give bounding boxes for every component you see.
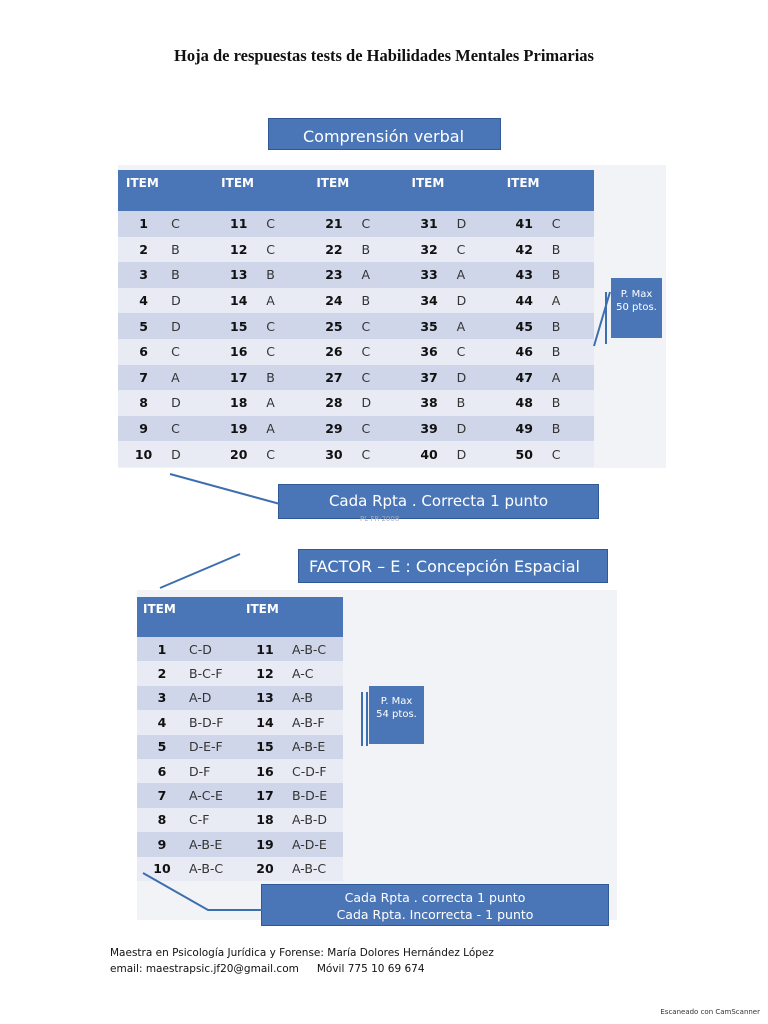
spatial-item-number: 6 [137,759,187,783]
verbal-item-answer: C [359,416,403,442]
spatial-item-answer: A-B-E [290,735,343,759]
spatial-item-number: 11 [240,637,290,661]
verbal-item-number: 1 [118,211,169,237]
spatial-max-score-callout [369,686,424,744]
verbal-item-number: 37 [404,365,455,391]
verbal-item-answer: C [359,211,403,237]
spatial-table-row [137,832,343,856]
spatial-header-item-1: ITEM [137,597,240,637]
verbal-max-score-callout [611,278,662,338]
verbal-item-answer: B [359,237,403,263]
spatial-table-row [137,686,343,710]
verbal-item-number: 44 [499,288,550,314]
verbal-item-number: 18 [213,390,264,416]
verbal-table-row [118,237,594,263]
verbal-item-answer: C [264,237,308,263]
verbal-item-number: 22 [308,237,359,263]
spatial-table-row [137,808,343,832]
scanner-watermark: Escaneado con CamScanner [660,1008,760,1016]
spatial-item-number: 9 [137,832,187,856]
verbal-item-answer: D [169,313,213,339]
verbal-item-number: 42 [499,237,550,263]
verbal-item-answer: C [359,441,403,467]
verbal-header-item-5: ITEM [499,170,594,211]
verbal-item-answer: C [169,339,213,365]
verbal-item-answer: C [169,416,213,442]
spatial-item-answer: B-D-F [187,710,240,734]
verbal-answer-table [118,170,594,467]
footer-contact [110,963,425,975]
spatial-item-answer: A-C-E [187,783,240,807]
spatial-table-row [137,637,343,661]
verbal-item-answer: B [550,237,594,263]
verbal-item-answer: C [359,313,403,339]
spatial-item-answer: A-B [290,686,343,710]
verbal-item-answer: A [264,390,308,416]
verbal-item-number: 9 [118,416,169,442]
verbal-item-answer: B [264,365,308,391]
verbal-item-number: 30 [308,441,359,467]
verbal-item-number: 4 [118,288,169,314]
verbal-item-answer: C [550,441,594,467]
verbal-item-answer: B [169,262,213,288]
spatial-table-row [137,759,343,783]
verbal-item-answer: C [264,211,308,237]
verbal-item-number: 33 [404,262,455,288]
verbal-item-number: 38 [404,390,455,416]
spatial-answer-table [137,597,343,881]
verbal-item-number: 36 [404,339,455,365]
verbal-item-answer: C [264,441,308,467]
verbal-item-number: 41 [499,211,550,237]
spatial-item-number: 15 [240,735,290,759]
verbal-header-row [118,170,594,211]
verbal-item-number: 17 [213,365,264,391]
verbal-item-number: 19 [213,416,264,442]
spatial-item-number: 10 [137,857,187,881]
spatial-item-number: 8 [137,808,187,832]
verbal-table-row [118,262,594,288]
spatial-item-answer: A-B-D [290,808,343,832]
verbal-item-answer: C [359,365,403,391]
verbal-item-answer: A [264,416,308,442]
spatial-table-row [137,783,343,807]
verbal-table-row [118,365,594,391]
spatial-item-answer: A-C [290,661,343,685]
footer-email: email: maestrapsic.jf20@gmail.com [110,963,299,975]
verbal-table-row [118,416,594,442]
verbal-item-number: 21 [308,211,359,237]
verbal-item-answer: B [550,416,594,442]
verbal-item-number: 48 [499,390,550,416]
spatial-item-number: 1 [137,637,187,661]
verbal-item-answer: B [550,262,594,288]
verbal-item-answer: C [550,211,594,237]
verbal-item-answer: B [264,262,308,288]
spatial-header-item-2: ITEM [240,597,343,637]
verbal-section-banner: Comprensión verbal [268,118,501,150]
spatial-item-answer: B-D-E [290,783,343,807]
verbal-table-row [118,441,594,467]
verbal-item-answer: A [550,288,594,314]
verbal-table-row [118,390,594,416]
verbal-item-number: 20 [213,441,264,467]
verbal-item-answer: B [550,339,594,365]
verbal-item-number: 39 [404,416,455,442]
verbal-item-number: 31 [404,211,455,237]
spatial-item-answer: B-C-F [187,661,240,685]
verbal-item-answer: C [169,211,213,237]
spatial-item-number: 7 [137,783,187,807]
verbal-item-answer: D [169,288,213,314]
spatial-item-number: 20 [240,857,290,881]
verbal-item-number: 2 [118,237,169,263]
verbal-item-answer: A [455,313,499,339]
verbal-faint-code: PL FR-2008 [360,515,400,523]
verbal-item-answer: C [264,339,308,365]
spatial-item-number: 18 [240,808,290,832]
spatial-item-number: 12 [240,661,290,685]
verbal-item-answer: A [455,262,499,288]
verbal-note-connector [170,474,280,504]
spatial-max-score-value: 54 ptos. [376,709,417,720]
spatial-item-answer: A-D [187,686,240,710]
spatial-item-answer: D-E-F [187,735,240,759]
verbal-item-answer: D [169,441,213,467]
verbal-item-answer: D [455,441,499,467]
spatial-item-answer: A-B-F [290,710,343,734]
verbal-table-row [118,211,594,237]
footer-author: Maestra en Psicología Jurídica y Forense: María Dolores Hernández López [110,947,494,959]
verbal-item-number: 15 [213,313,264,339]
verbal-item-number: 13 [213,262,264,288]
spatial-item-number: 4 [137,710,187,734]
verbal-item-answer: A [550,365,594,391]
spatial-item-number: 14 [240,710,290,734]
spatial-item-answer: A-B-C [187,857,240,881]
verbal-table-row [118,288,594,314]
verbal-item-number: 16 [213,339,264,365]
verbal-item-answer: A [264,288,308,314]
spatial-table-row [137,661,343,685]
section-divider-connector [160,554,240,588]
verbal-item-answer: D [169,390,213,416]
verbal-item-answer: B [455,390,499,416]
spatial-note-correct: Cada Rpta . correcta 1 punto [344,890,526,905]
verbal-item-number: 45 [499,313,550,339]
verbal-max-score-value: 50 ptos. [616,302,657,313]
verbal-item-number: 26 [308,339,359,365]
verbal-item-number: 43 [499,262,550,288]
verbal-item-number: 49 [499,416,550,442]
verbal-item-number: 27 [308,365,359,391]
verbal-item-number: 50 [499,441,550,467]
spatial-item-answer: A-D-E [290,832,343,856]
verbal-item-answer: C [264,313,308,339]
verbal-table-row [118,339,594,365]
spatial-scoring-note [261,884,609,926]
document-title: Hoja de respuestas tests de Habilidades Mentales Primarias [174,46,594,65]
verbal-item-answer: B [169,237,213,263]
verbal-item-number: 7 [118,365,169,391]
verbal-item-answer: A [359,262,403,288]
verbal-item-answer: D [455,365,499,391]
verbal-header-item-3: ITEM [308,170,403,211]
verbal-item-number: 28 [308,390,359,416]
spatial-item-number: 16 [240,759,290,783]
spatial-item-number: 5 [137,735,187,759]
spatial-item-number: 19 [240,832,290,856]
verbal-item-number: 14 [213,288,264,314]
verbal-max-score-label: P. Max [620,289,653,300]
spatial-table-row [137,735,343,759]
verbal-item-number: 8 [118,390,169,416]
spatial-section-banner: FACTOR – E : Concepción Espacial [298,549,608,583]
verbal-item-number: 11 [213,211,264,237]
spatial-note-incorrect: Cada Rpta. Incorrecta - 1 punto [336,907,534,922]
verbal-item-answer: D [455,416,499,442]
spatial-item-number: 2 [137,661,187,685]
verbal-item-number: 29 [308,416,359,442]
verbal-item-number: 46 [499,339,550,365]
spatial-item-answer: C-D-F [290,759,343,783]
verbal-header-item-2: ITEM [213,170,308,211]
verbal-item-number: 32 [404,237,455,263]
verbal-item-number: 3 [118,262,169,288]
verbal-item-answer: D [455,288,499,314]
verbal-header-item-1: ITEM [118,170,213,211]
verbal-item-number: 23 [308,262,359,288]
spatial-item-answer: C-F [187,808,240,832]
verbal-item-number: 24 [308,288,359,314]
verbal-item-answer: A [169,365,213,391]
verbal-item-number: 5 [118,313,169,339]
verbal-item-answer: C [359,339,403,365]
verbal-item-answer: C [455,237,499,263]
verbal-item-number: 12 [213,237,264,263]
verbal-item-answer: B [359,288,403,314]
verbal-item-number: 40 [404,441,455,467]
verbal-item-answer: D [455,211,499,237]
spatial-item-answer: A-B-E [187,832,240,856]
spatial-header-row [137,597,343,637]
footer-phone: Móvil 775 10 69 674 [316,963,425,975]
verbal-item-number: 35 [404,313,455,339]
spatial-item-answer: C-D [187,637,240,661]
spatial-table-row [137,710,343,734]
verbal-item-answer: B [550,313,594,339]
verbal-item-number: 25 [308,313,359,339]
spatial-table-row [137,857,343,881]
verbal-item-answer: C [455,339,499,365]
verbal-item-number: 6 [118,339,169,365]
spatial-item-answer: A-B-C [290,857,343,881]
verbal-item-answer: D [359,390,403,416]
verbal-table-row [118,313,594,339]
verbal-scoring-note: Cada Rpta . Correcta 1 punto [278,484,599,519]
verbal-item-number: 47 [499,365,550,391]
spatial-item-answer: A-B-C [290,637,343,661]
spatial-max-score-label: P. Max [380,696,413,707]
spatial-item-number: 17 [240,783,290,807]
verbal-item-number: 34 [404,288,455,314]
spatial-item-number: 13 [240,686,290,710]
verbal-header-item-4: ITEM [404,170,499,211]
spatial-item-answer: D-F [187,759,240,783]
verbal-item-number: 10 [118,441,169,467]
spatial-item-number: 3 [137,686,187,710]
verbal-item-answer: B [550,390,594,416]
